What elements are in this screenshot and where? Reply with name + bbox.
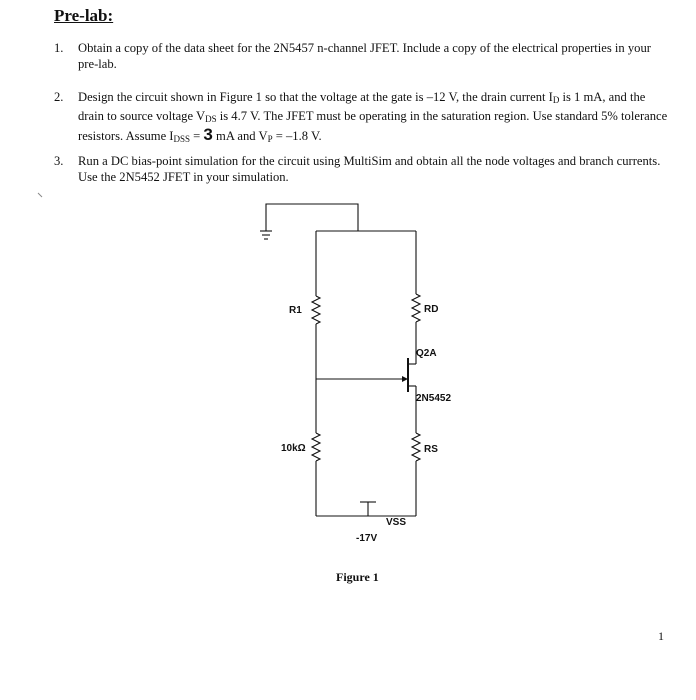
rs-label: RS: [424, 444, 438, 455]
item-text: Run a DC bias-point simulation for the circuit using MultiSim and obtain all the node voltages and branch currents. Use the 2N5452 JFET in your simulation.: [78, 154, 661, 184]
vss-value-label: -17V: [356, 533, 378, 544]
page-heading: Pre-lab:: [54, 6, 114, 25]
item-number: 1.: [54, 41, 64, 55]
r2-label: 10kΩ: [281, 443, 306, 454]
idss-value: 3: [203, 125, 213, 144]
subscript-ds: DS: [205, 114, 217, 124]
item-text: Obtain a copy of the data sheet for the 2N5457 n-channel JFET. Include a copy of the electrical properties in your pre-lab.: [78, 41, 651, 71]
item-number: 3.: [54, 154, 64, 168]
text-part: =: [190, 129, 204, 143]
figure-caption: Figure 1: [336, 570, 379, 584]
rd-label: RD: [424, 304, 439, 315]
jfet-designator-label: Q2A: [416, 348, 437, 359]
rs-resistor: [412, 433, 420, 461]
text-part: is 4.7 V. The JFET must be operating in the saturation region. Use standard 5% tolerance resistors. Assume I: [78, 109, 668, 143]
r2-resistor: [312, 433, 320, 461]
r1-label: R1: [289, 305, 302, 316]
subscript-d: D: [552, 95, 560, 105]
item-number: 2.: [54, 90, 64, 104]
text-part: = –1.8 V.: [272, 129, 322, 143]
page-number: 1: [658, 629, 664, 643]
text-part: is 1 mA, and the drain to source voltage V: [78, 90, 646, 123]
vss-label: VSS: [386, 517, 407, 528]
text-part: Design the circuit shown in Figure 1 so that the voltage at the gate is –12 V, the drain current I: [78, 90, 553, 104]
text-part: mA and V: [212, 129, 268, 143]
ground-wire: [266, 204, 358, 231]
subscript-p: P: [267, 134, 273, 144]
r1-resistor: [312, 296, 320, 324]
rd-resistor: [412, 294, 420, 322]
subscript-dss: DSS: [173, 134, 191, 144]
stray-mark: [38, 193, 42, 197]
jfet-part-label: 2N5452: [416, 393, 452, 404]
